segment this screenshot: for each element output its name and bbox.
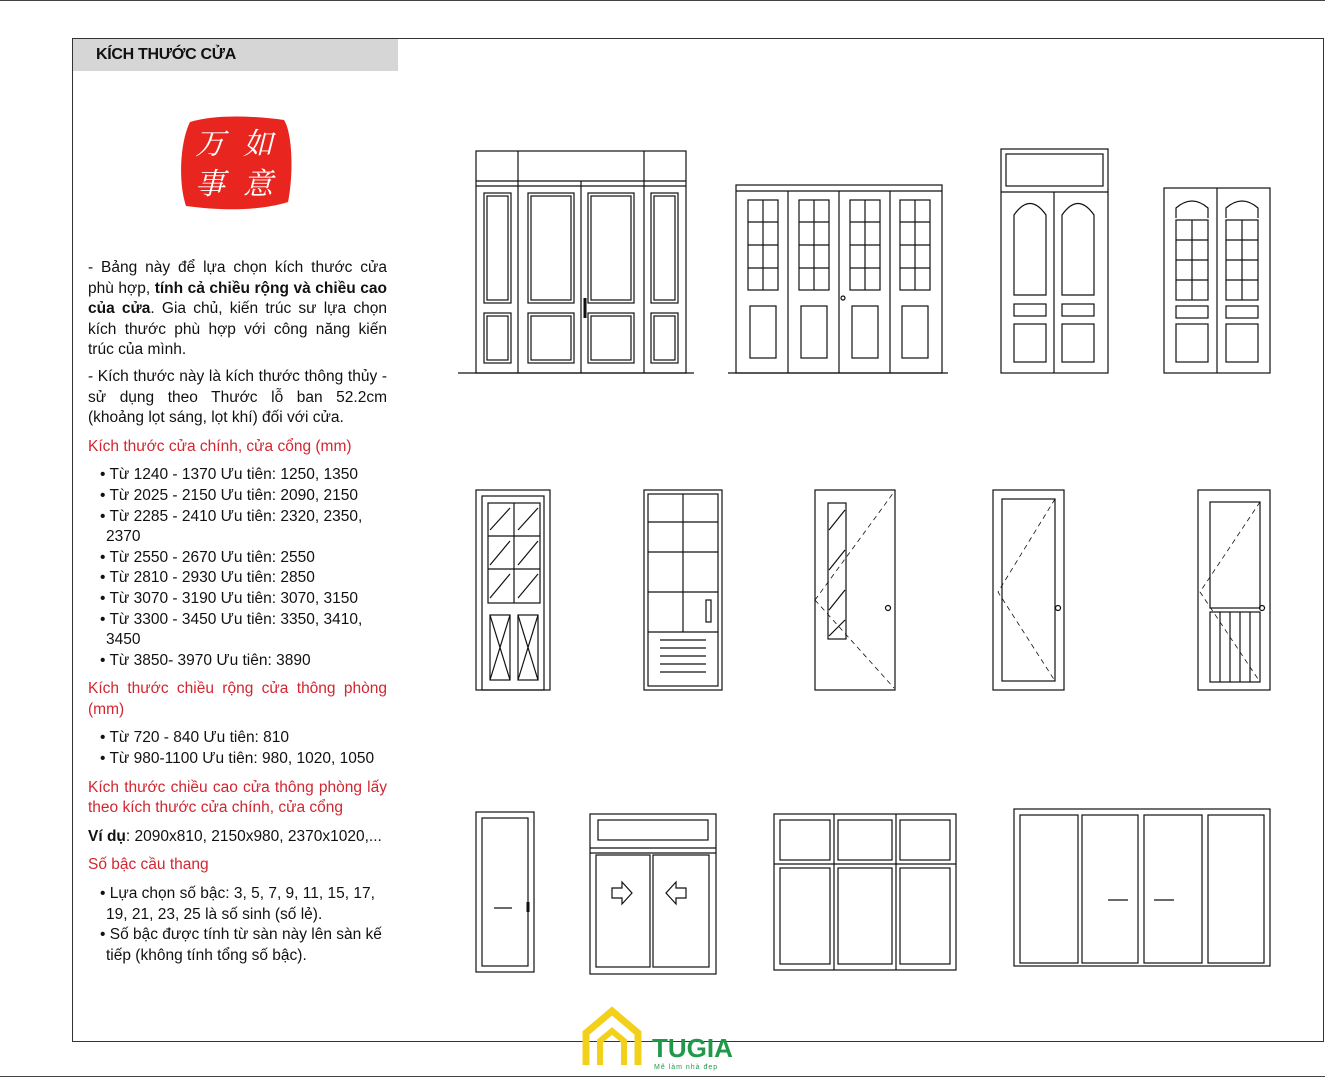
section-title: KÍCH THƯỚC CỬA — [96, 46, 236, 63]
room-height-heading: Kích thước chiều cao cửa thông phòng lấy theo kích thước cửa chính, cửa cổng — [88, 778, 387, 817]
seal-char-2: 如 — [243, 127, 273, 162]
list-item: • Từ 3300 - 3450 Ưu tiên: 3350, 3410, 3450 — [106, 610, 387, 651]
intro-paragraph-2: - Kích thước này là kích thước thông thủy - sử dụng theo Thước lỗ ban 52.2cm (khoảng lọt sáng, lọt khí) đối với cửa. — [88, 367, 387, 427]
example-line: Ví dụ: 2090x810, 2150x980, 2370x1020,... — [88, 827, 382, 845]
main-door-list — [88, 465, 387, 671]
stairs-list — [88, 884, 387, 966]
list-item: • Từ 2550 - 2670 Ưu tiên: 2550 — [106, 548, 387, 569]
list-item: • Từ 720 - 840 Ưu tiên: 810 — [106, 728, 387, 749]
logo-text: TUGIA — [652, 1033, 733, 1063]
red-seal-logo — [176, 112, 296, 214]
door-drawing-grid-double — [1164, 188, 1270, 373]
list-item: • Từ 1240 - 1370 Ưu tiên: 1250, 1350 — [106, 465, 387, 486]
door-drawing-sliding-four-panel — [1014, 809, 1270, 966]
door-drawing-glass-grid — [728, 185, 948, 373]
top-border — [0, 0, 1325, 1]
room-width-list — [88, 728, 387, 769]
room-width-heading: Kích thước chiều rộng cửa thông phòng (mm) — [88, 680, 387, 718]
door-drawings — [455, 140, 1295, 980]
door-drawing-half-glass — [1198, 490, 1270, 690]
seal-char-3: 事 — [195, 167, 225, 202]
intro-paragraph-1: - Bảng này để lựa chọn kích thước cửa phù hợp, tính cả chiều rộng và chiều cao của cửa. Gia chủ, kiến trúc sư lựa chọn kích thước phù hợp với công năng kiến trúc của mình. — [88, 259, 387, 359]
list-item: • Từ 2285 - 2410 Ưu tiên: 2320, 2350, 2370 — [106, 507, 387, 548]
door-drawing-arched-double — [1001, 149, 1108, 373]
section-header — [73, 39, 398, 71]
logo-tagline: Mê làm nhà đẹp — [654, 1064, 719, 1071]
list-item: • Từ 3850- 3970 Ưu tiên: 3890 — [106, 651, 387, 672]
main-door-heading: Kích thước cửa chính, cửa cổng (mm) — [88, 437, 352, 455]
door-drawing-sliding-double-transom — [590, 814, 716, 974]
door-drawing-sliding-single — [476, 812, 534, 972]
list-item: • Từ 3070 - 3190 Ưu tiên: 3070, 3150 — [106, 589, 387, 610]
door-drawing-single-glass — [993, 490, 1064, 690]
bottom-border — [0, 1076, 1325, 1077]
door-drawing-glass-lower-panel — [476, 490, 550, 690]
tugia-logo — [582, 1005, 742, 1073]
door-drawing-four-panel — [458, 151, 694, 373]
stairs-heading: Số bậc cầu thang — [88, 856, 209, 874]
door-drawing-louver — [644, 490, 722, 690]
seal-char-4: 意 — [243, 167, 273, 202]
list-item: • Số bậc được tính từ sàn này lên sàn kế tiếp (không tính tổng số bậc). — [106, 925, 387, 966]
seal-char-1: 万 — [195, 127, 225, 162]
window-drawing-six-pane — [774, 814, 956, 970]
description-column — [88, 258, 387, 966]
list-item: • Từ 2025 - 2150 Ưu tiên: 2090, 2150 — [106, 486, 387, 507]
list-item: • Từ 2810 - 2930 Ưu tiên: 2850 — [106, 568, 387, 589]
list-item: • Lựa chọn số bậc: 3, 5, 7, 9, 11, 15, 17, 19, 21, 23, 25 là số sinh (số lẻ). — [106, 884, 387, 925]
door-drawing-narrow-glass — [815, 490, 895, 690]
list-item: • Từ 980-1100 Ưu tiên: 980, 1020, 1050 — [106, 749, 387, 770]
